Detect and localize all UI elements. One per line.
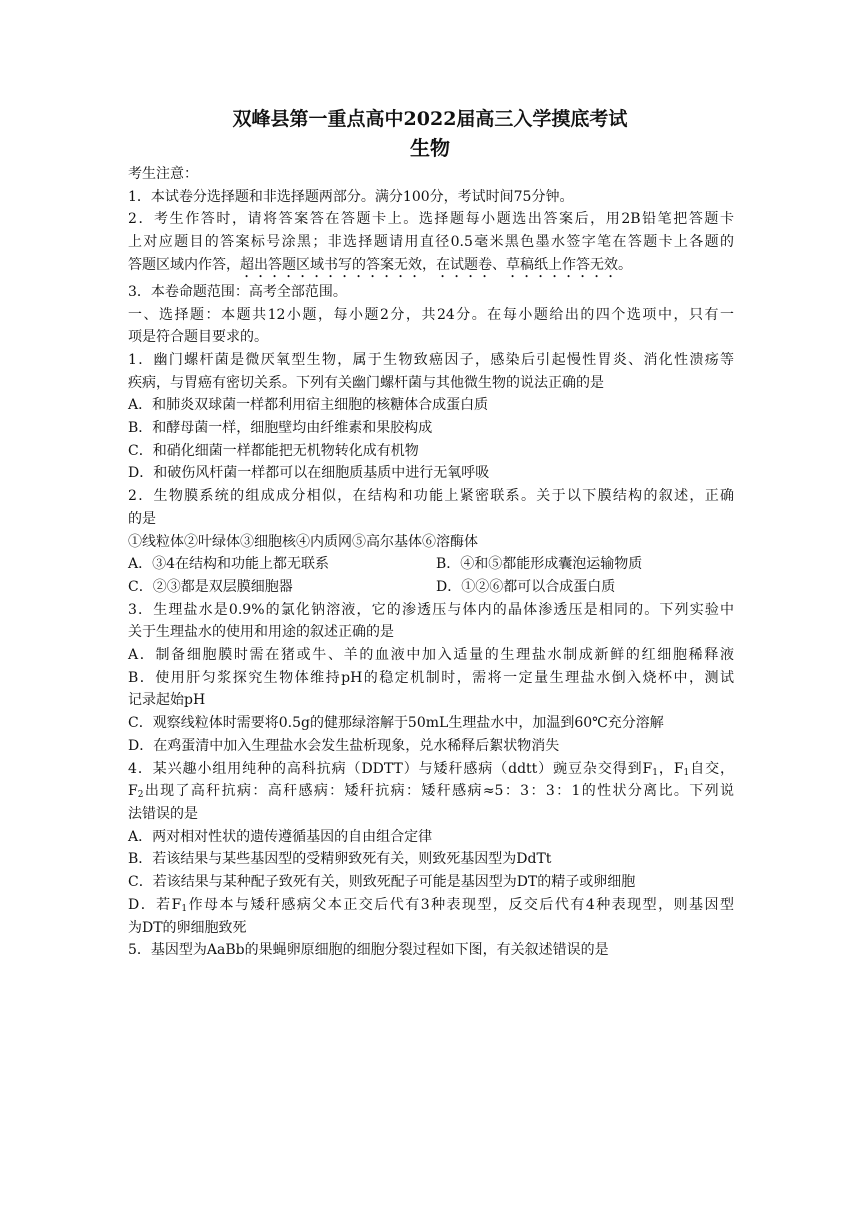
question-2 xyxy=(128,485,734,599)
emphasis-text: 在试题卷、草稿纸上作答无效 xyxy=(436,256,618,273)
notice-block xyxy=(128,163,734,304)
option-text: 作母本与矮秆感病父本正交后代有3种表现型，反交后代有4种表现型，则基因型 xyxy=(187,896,734,913)
question-5 xyxy=(128,939,734,962)
notice-text: 答题区域内作答， xyxy=(128,256,240,273)
option-b: B．和酵母菌一样，细胞壁均由纤维素和果胶构成 xyxy=(128,420,433,437)
option-c: C．观察线粒体时需要将0.5g的健那绿溶解于50mL生理盐水中，加温到60℃充分溶解 xyxy=(128,715,664,732)
question-stem: 疾病，与胃癌有密切关系。下列有关幽门螺杆菌与其他微生物的说法正确的是 xyxy=(128,374,604,391)
notice-heading: 考生注意： xyxy=(128,166,198,182)
option-a: A．制备细胞膜时需在猪或牛、羊的血液中加入适量的生理盐水制成新鲜的红细胞稀释液 xyxy=(128,647,734,664)
option-c: C．②③都是双层膜细胞器 xyxy=(128,578,293,595)
exam-content xyxy=(128,163,734,962)
subject-title: 生物 xyxy=(410,136,450,160)
notice-item-3: 3．本卷命题范围：高考全部范围。 xyxy=(128,283,347,300)
subscript: 1 xyxy=(683,767,690,778)
exam-title: 双峰县第一重点高中2022届高三入学摸底考试 xyxy=(232,108,628,130)
option-b: B．④和⑤都能形成囊泡运输物质 xyxy=(436,556,643,573)
question-1 xyxy=(128,349,734,485)
option-row xyxy=(128,576,734,599)
option-text: D．若F xyxy=(128,896,182,913)
section-heading-line-1: 一、选择题：本题共12小题，每小题2分，共24分。在每小题给出的四个选项中，只有一 xyxy=(128,306,734,323)
stem-text: 自交， xyxy=(689,760,735,777)
section-heading-line-2: 项是符合题目要求的。 xyxy=(128,329,268,346)
notice-item-2-line-1: 2．考生作答时，请将答案答在答题卡上。选择题每小题选出答案后，用2B铅笔把答题卡 xyxy=(128,211,734,228)
option-d-continued: 为DT的卵细胞致死 xyxy=(128,919,247,936)
subscript: 1 xyxy=(181,903,188,914)
stem-text: ，F xyxy=(658,760,684,777)
stem-text: F xyxy=(128,783,138,800)
question-stem: 法错误的是 xyxy=(128,805,198,822)
question-stem: 2．生物膜系统的组成成分相似，在结构和功能上紧密联系。关于以下膜结构的叙述，正确 xyxy=(128,488,734,505)
option-b: B．使用肝匀浆探究生物体维持pH的稳定机制时，需将一定量生理盐水倒入烧杯中，测试 xyxy=(128,669,734,686)
question-stem: 关于生理盐水的使用和用途的叙述正确的是 xyxy=(128,624,394,641)
option-c: C．和硝化细菌一样都能把无机物转化成有机物 xyxy=(128,442,419,459)
option-b-continued: 记录起始pH xyxy=(128,692,206,709)
option-d: D．①②⑥都可以合成蛋白质 xyxy=(436,578,616,595)
question-stem: 3．生理盐水是0.9%的氯化钠溶液，它的渗透压与体内的晶体渗透压是相同的。下列实验中 xyxy=(128,601,734,618)
question-stem xyxy=(128,758,734,781)
question-stem xyxy=(128,780,734,803)
question-stem: 1．幽门螺杆菌是微厌氧型生物，属于生物致癌因子，感染后引起慢性胃炎、消化性溃疡等 xyxy=(128,351,734,368)
option-a: A．两对相对性状的遗传遵循基因的自由组合定律 xyxy=(128,828,433,845)
stem-text: 4．某兴趣小组用纯种的高科抗病（DDTT）与矮秆感病（ddtt）豌豆杂交得到F xyxy=(128,760,653,777)
question-3 xyxy=(128,599,734,758)
question-4 xyxy=(128,758,734,940)
notice-item-2-line-3 xyxy=(128,254,734,281)
question-stem: 5．基因型为AaBb的果蝇卵原细胞的细胞分裂过程如下图，有关叙述错误的是 xyxy=(128,942,609,959)
section-heading xyxy=(128,304,734,349)
option-b: B．若该结果与某些基因型的受精卵致死有关，则致死基因型为DdTt xyxy=(128,851,552,868)
option-a: A．③4在结构和功能上都无联系 xyxy=(128,556,330,573)
option-d: D．在鸡蛋清中加入生理盐水会发生盐析现象，兑水稀释后絮状物消失 xyxy=(128,737,560,754)
emphasis-text: 超出答题区域书写的答案无效 xyxy=(240,256,422,273)
option-d: D．和破伤风杆菌一样都可以在细胞质基质中进行无氧呼吸 xyxy=(128,465,490,482)
notice-text: ， xyxy=(422,256,436,273)
option-d xyxy=(128,894,734,917)
subscript: 2 xyxy=(137,790,144,801)
notice-item-2-line-2: 上对应题目的答案标号涂黑；非选择题请用直径0.5毫米黑色墨水签字笔在答题卡上各题的 xyxy=(128,234,734,251)
structure-list: ①线粒体②叶绿体③细胞核④内质网⑤高尔基体⑥溶酶体 xyxy=(128,533,478,550)
option-c: C．若该结果与某种配子致死有关，则致死配子可能是基因型为DT的精子或卵细胞 xyxy=(128,874,636,891)
notice-text: 。 xyxy=(618,256,632,273)
notice-item-1: 1．本试卷分选择题和非选择题两部分。满分100分，考试时间75分钟。 xyxy=(128,188,574,205)
subscript: 1 xyxy=(652,767,658,778)
option-a: A．和肺炎双球菌一样都利用宿主细胞的核糖体合成蛋白质 xyxy=(128,397,489,414)
option-row xyxy=(128,553,734,576)
stem-text: 出现了高秆抗病：高秆感病：矮秆抗病：矮秆感病≈5：3：3：1的性状分离比。下列说 xyxy=(143,783,734,800)
question-stem: 的是 xyxy=(128,510,156,527)
